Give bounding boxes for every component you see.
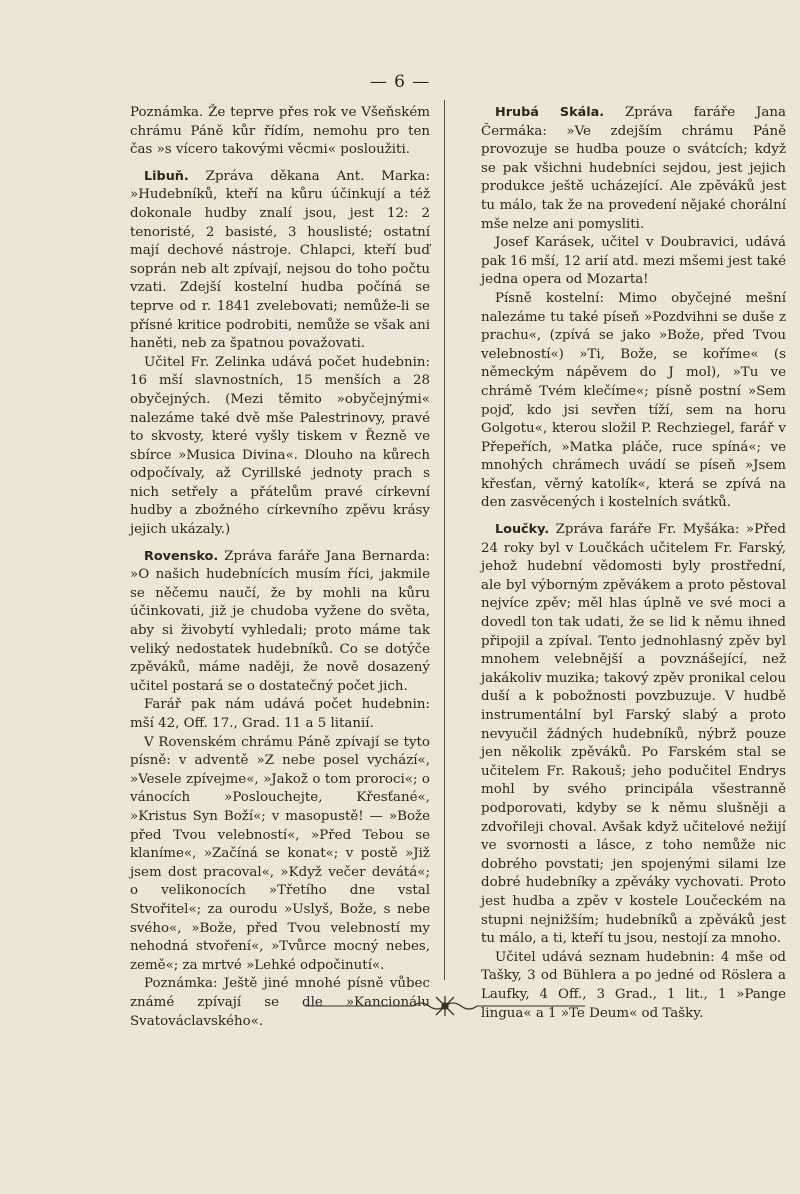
paragraph: Poznámka. Že teprve přes rok ve Všeňském chrámu Páně kůr řídím, nemohu pro ten čas »s vícero takovými věcmi« posloužiti. (130, 105, 430, 158)
paragraph: Učitel Fr. Zelinka udává počet hudebnin: 16 mší slavnostních, 15 menších a 28 obyčejných. (Mezi těmito »obyčejnými« nalezáme také dvě mše Palestrinovy, pravé to skvosty, které vyšly tiskem v Řezně ve sbírce »Musica Divina«. Dlouho na kůrech odpočívaly, až Cyrillské jednoty prach s nich setřely a přátelům pravé církevní hudby a zbožného církevního zpěvu krásy jejich ukázaly.) (130, 354, 430, 538)
paragraph: Josef Karásek, učitel v Doubravici, udává pak 16 mší, 12 arií atd. mezi mšemi jest také jedna opera od Mozarta! (481, 235, 786, 288)
left-column (130, 104, 430, 1031)
paragraph-hruba-skala: Hrubá Skála. Zpráva faráře Jana Čermáka: »Ve zdejším chrámu Páně provozuje se hudba pouze o svátcích; když se pak všichni hudebníci sejdou, jest jejich produkce ještě ucházející. Ale zpěváků jest tu málo, tak že na provedení nějaké chorální mše nelze ani pomysliti. (481, 105, 786, 232)
place-heading: Rovensko. (144, 548, 219, 564)
paragraph-rovensko: Rovensko. Zpráva faráře Jana Bernarda: »O našich hudebnících musím říci, jakmile se něčemu naučí, že by mohli na kůru účinkovati, již je chudoba vyžene do světa, aby si živobytí vyhledali; proto máme tak veliký nedostatek hudebníků. Co se dotýče zpěváků, máme naději, že nově dosazený učitel postará se o dostatečný počet jich. (130, 548, 430, 694)
page-number: — 6 — (369, 72, 431, 92)
paragraph: Učitel udává seznam hudebnin: 4 mše od Tašky, 3 od Bühlera a po jedné od Röslera a Laufky, 4 Off., 3 Grad., 1 lit., 1 »Pange lingua« a 1 »Te Deum« od Tašky. (481, 949, 786, 1021)
paragraph-libun: Libuň. Zpráva děkana Ant. Marka: »Hudebníků, kteří na kůru účinkují a též dokonale hudby znalí jsou, jest 12: 2 tenoristé, 2 basisté, 3 houslisté; ostatní mají dechové nástroje. Chlapci, kteří buď soprán neb alt zpívají, nejsou do toho počtu vzati. Zdejší kostelní hudba počíná se teprve od r. 1841 zvelebovati; nemůže-li se přísné kritice podrobiti, nemůže se však ani haněti, neb za špatnou považovati. (130, 168, 430, 352)
place-heading: Libuň. (144, 168, 189, 184)
paragraph: V Rovenském chrámu Páně zpívají se tyto písně: v adventě »Z nebe posel vychází«, »Vesele zpívejme«, »Jakož o tom proroci«; o vánocích »Poslouchejte, Křesťané«, »Kristus Syn Boží«; v masopustě! — »Bože před Tvou velebností«, »Před Tebou se klaníme«, »Začíná se konat«; v postě »Již jsem dost pracoval«, »Když večer devátá«; o velikonocích »Třetího dne vstal Stvořitel«; za ourodu »Uslyš, Bože, s nebe svého«, »Bože, před Tvou velebností my nehodná stvoření«, »Tvůrce mocný nebes, země«; za mrtvé »Lehké odpočinutí«. (130, 734, 430, 973)
paragraph: Písně kostelní: Mimo obyčejné mešní nalezáme tu také píseň »Pozdvihni se duše z prachu«, (zpívá se jako »Bože, před Tvou velebností«) »Ti, Bože, se koříme« (s německým nápěvem do J mol), »Tu ve chrámě Tvém klečíme«; písně postní »Sem pojď, kdo jsi sevřen tíží, sem na horu Golgotu«, kterou složil P. Rechziegel, farář v Přepeřích, »Matka pláče, ruce spíná«; ve mnohých chrámech uvádí se píseň »Jsem křesťan, věrný katolík«, která se zpívá na den zasvěcených i kostelních svátků. (481, 290, 786, 511)
paragraph: Farář pak nám udává počet hudebnin: mší 42, Off. 17., Grad. 11 a 5 litanií. (130, 697, 430, 731)
paragraph-loucky: Loučky. Zpráva faráře Fr. Myšáka: »Před 24 roky byl v Loučkách učitelem Fr. Farský, jehož hudební vědomosti byly prostřední, ale byl výborným zpěvákem a proto pěstoval nejvíce zpěv; měl hlas úplně ve své moci a dovedl ton tak udati, že se lid k němu ihned připojil a zpíval. Tento jednohlasný zpěv byl mnohem velebnější a povznášející, než jakákoliv muzika; takový zpěv pronikal celou duší a k pobožnosti povzbuzuje. V hudbě instrumentální byl Farský slabý a proto nevyučil žádných hudebníků, nýbrž pouze jen několik zpěváků. Po Farském stal se učitelem Fr. Rakouš; jeho podučitel Endrys mohl by svého principála všestranně podporovati, kdyby se k němu slušněji a zdvořileji choval. Avšak když učitelové nežijí ve svornosti a lásce, z toho nemůže nic dobrého povstati; jen spojenými silami lze dobré hudebníky a zpěváky vychovati. Proto jest hudba a zpěv v kostele Loučeckém na stupni nejnižším; hudebníků a zpěváků jest tu málo, a ti, kteří tu jsou, nestojí za mnoho. (481, 522, 786, 947)
paragraph: Poznámka: Ještě jiné mnohé písně vůbec známé zpívají se dle »Kancionálu Svatováclavského«. (130, 976, 430, 1029)
decorative-divider-icon (305, 994, 585, 1018)
column-divider (444, 100, 445, 980)
right-column (481, 104, 786, 1023)
place-heading: Hrubá Skála. (495, 105, 605, 120)
place-heading: Loučky. (495, 522, 550, 538)
